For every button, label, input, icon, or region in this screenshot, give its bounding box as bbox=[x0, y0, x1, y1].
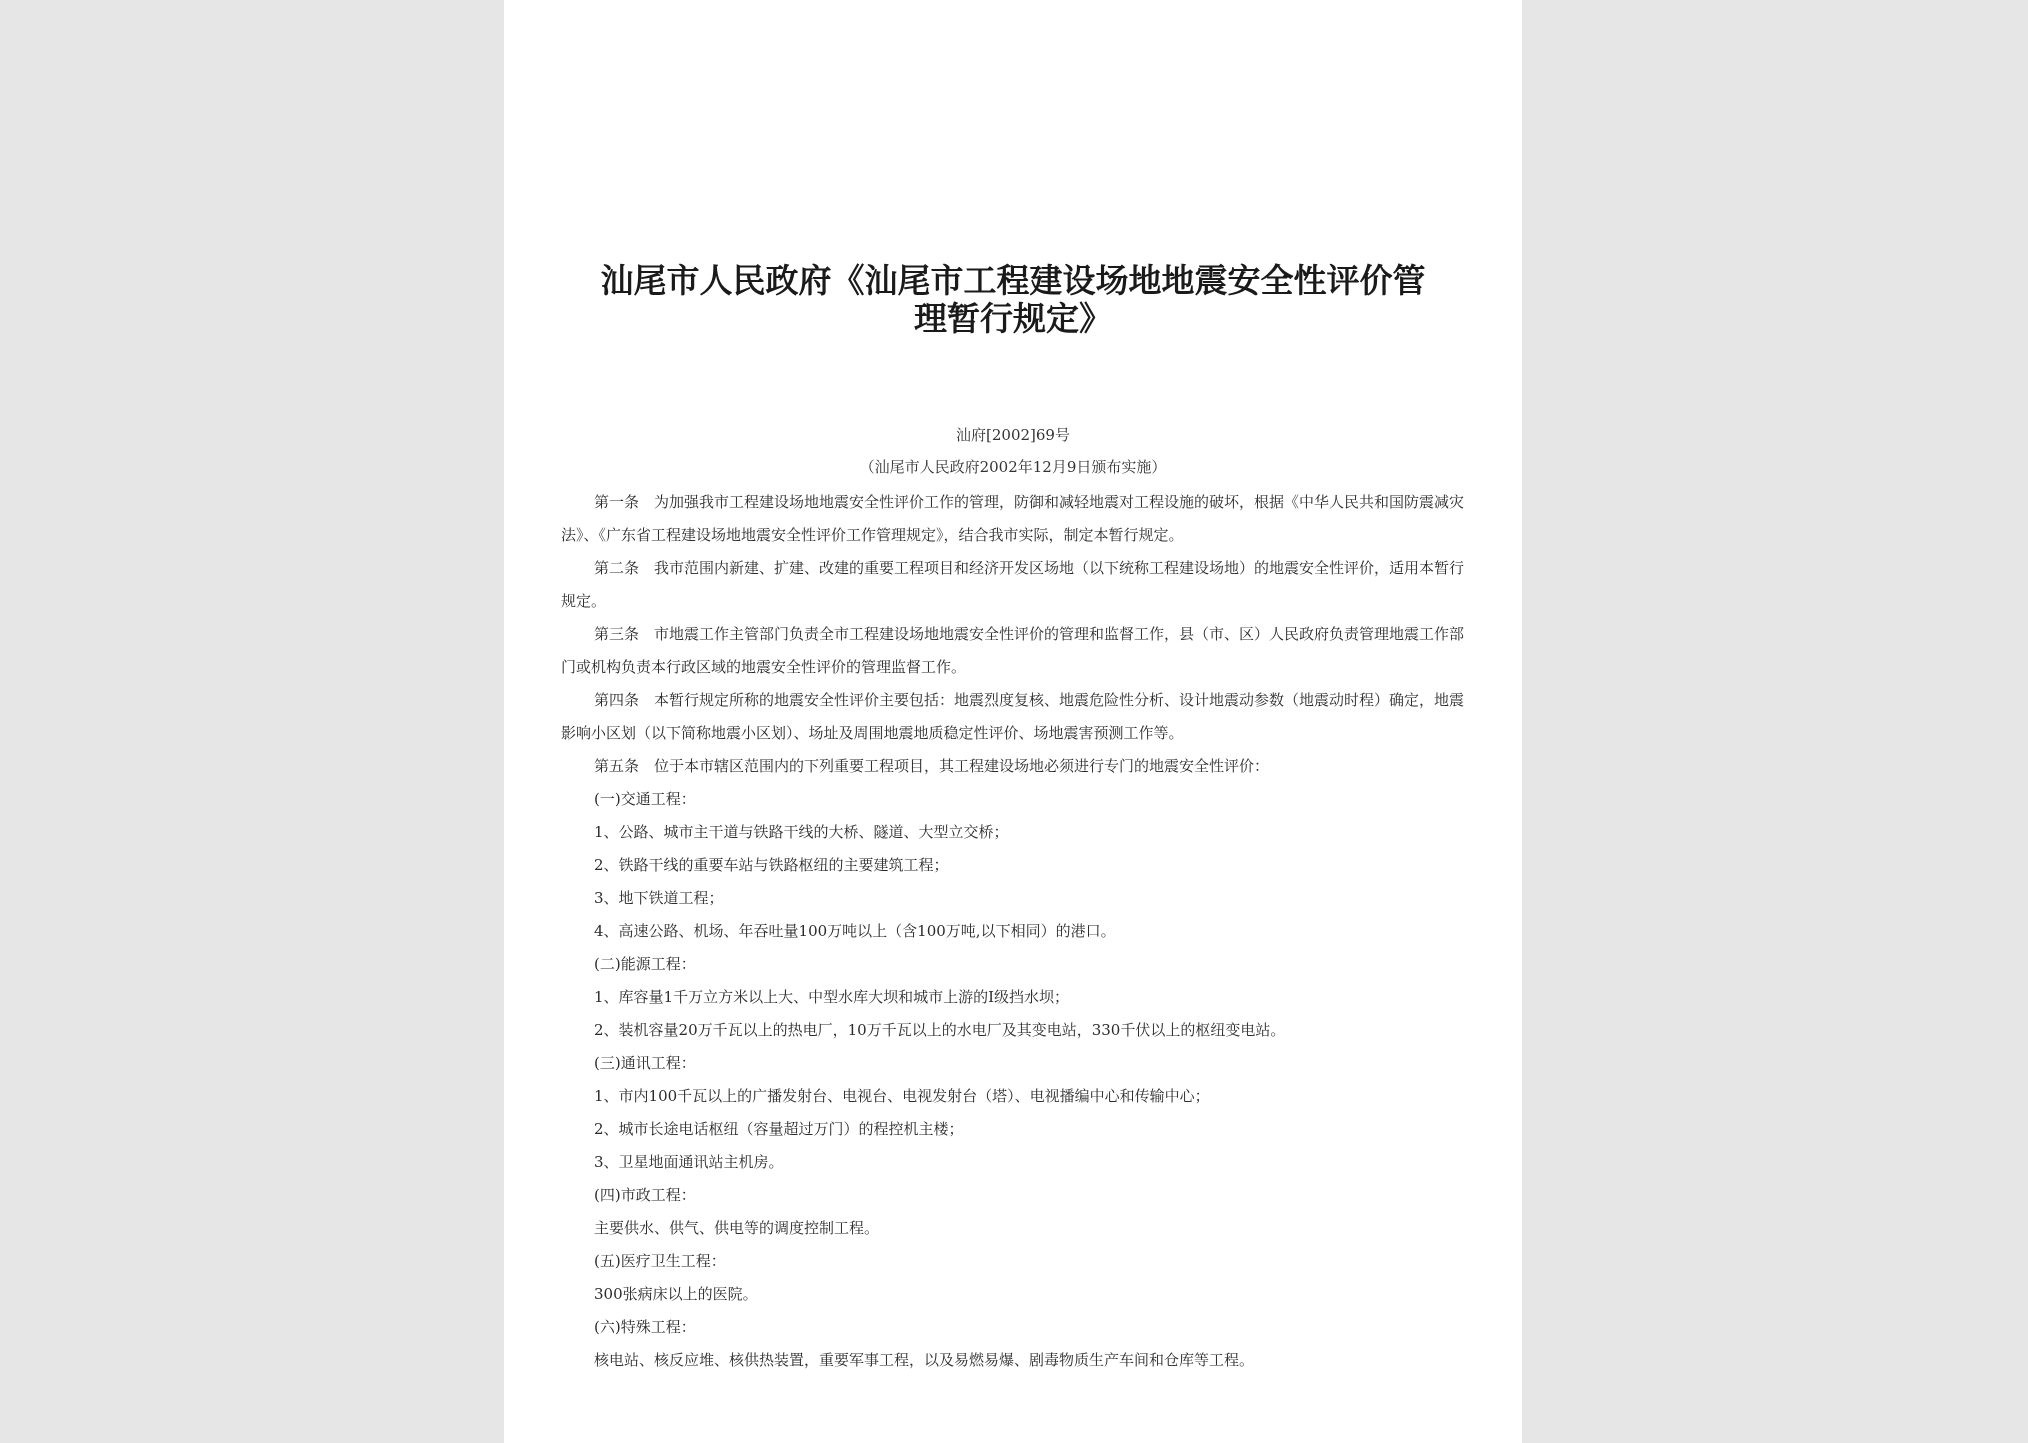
list-item: 2、装机容量20万千瓦以上的热电厂，10万千瓦以上的水电厂及其变电站，330千伏以上的枢纽变电站。 bbox=[594, 1021, 1286, 1039]
document-title: 汕尾市人民政府《汕尾市工程建设场地地震安全性评价管理暂行规定》 bbox=[600, 261, 1426, 338]
article-4: 第四条 本暂行规定所称的地震安全性评价主要包括：地震烈度复核、地震危险性分析、设计地震动参数（地震动时程）确定，地震影响小区划（以下简称地震小区划）、场址及周围地震地质稳定性评价、场地震害预测工作等。 bbox=[561, 691, 1465, 742]
document-body bbox=[561, 486, 1469, 1377]
list-item: 3、卫星地面通讯站主机房。 bbox=[594, 1153, 784, 1171]
section-heading: (二)能源工程： bbox=[594, 955, 696, 973]
article-3: 第三条 市地震工作主管部门负责全市工程建设场地地震安全性评价的管理和监督工作，县（市、区）人民政府负责管理地震工作部门或机构负责本行政区域的地震安全性评价的管理监督工作。 bbox=[561, 625, 1465, 676]
issue-date-note: （汕尾市人民政府2002年12月9日颁布实施） bbox=[859, 458, 1167, 476]
list-item: 1、公路、城市主干道与铁路干线的大桥、隧道、大型立交桥； bbox=[594, 823, 1009, 841]
section-heading: (五)医疗卫生工程： bbox=[594, 1252, 726, 1270]
list-item: 2、铁路干线的重要车站与铁路枢纽的主要建筑工程； bbox=[594, 856, 949, 874]
article-5: 第五条 位于本市辖区范围内的下列重要工程项目，其工程建设场地必须进行专门的地震安全性评价： bbox=[594, 757, 1270, 775]
section-heading: (三)通讯工程： bbox=[594, 1054, 696, 1072]
article-2: 第二条 我市范围内新建、扩建、改建的重要工程项目和经济开发区场地（以下统称工程建设场地）的地震安全性评价，适用本暂行规定。 bbox=[561, 559, 1465, 610]
list-item: 2、城市长途电话枢纽（容量超过万门）的程控机主楼； bbox=[594, 1120, 964, 1138]
list-item: 4、高速公路、机场、年吞吐量100万吨以上（含100万吨,以下相同）的港口。 bbox=[594, 922, 1116, 940]
list-item: 3、地下铁道工程； bbox=[594, 889, 724, 907]
list-item: 主要供水、供气、供电等的调度控制工程。 bbox=[594, 1219, 880, 1237]
section-heading: (一)交通工程： bbox=[594, 790, 696, 808]
document-page bbox=[504, 0, 1522, 1443]
section-heading: (四)市政工程： bbox=[594, 1186, 696, 1204]
section-heading: (六)特殊工程： bbox=[594, 1318, 696, 1336]
list-item: 1、库容量1千万立方米以上大、中型水库大坝和城市上游的Ⅰ级挡水坝； bbox=[594, 988, 1070, 1006]
list-item: 核电站、核反应堆、核供热装置，重要军事工程，以及易燃易爆、剧毒物质生产车间和仓库等工程。 bbox=[594, 1351, 1255, 1369]
article-1: 第一条 为加强我市工程建设场地地震安全性评价工作的管理，防御和减轻地震对工程设施的破坏，根据《中华人民共和国防震减灾法》、《广东省工程建设场地地震安全性评价工作管理规定》，结合我市实际，制定本暂行规定。 bbox=[561, 493, 1465, 544]
list-item: 1、市内100千瓦以上的广播发射台、电视台、电视发射台（塔）、电视播编中心和传输中心； bbox=[594, 1087, 1210, 1105]
list-item: 300张病床以上的医院。 bbox=[594, 1285, 758, 1303]
document-number: 汕府[2002]69号 bbox=[956, 426, 1070, 444]
